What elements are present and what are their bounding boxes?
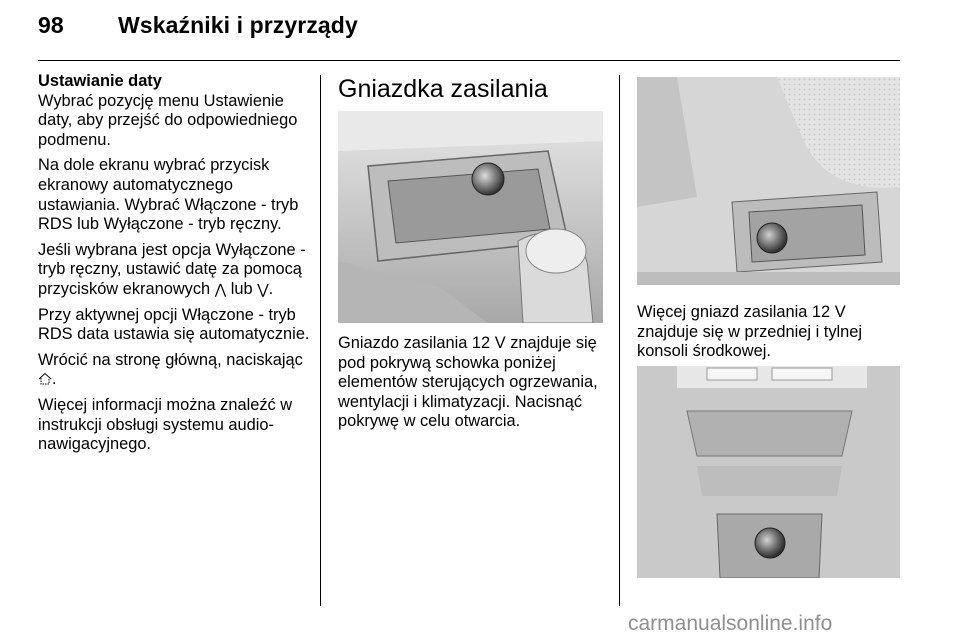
header-rule [38, 60, 900, 61]
section-title: Gniazdka zasilania [338, 75, 548, 103]
column-divider-1 [320, 75, 321, 606]
column-3 [637, 303, 905, 368]
paragraph-return-home [38, 351, 318, 390]
column-1 [38, 72, 318, 461]
up-arrow-icon: ⋀ [214, 280, 227, 297]
column-divider-2 [619, 75, 620, 606]
column-2 [338, 334, 603, 438]
paragraph-front-outlet: Gniazdo zasilania 12 V znajduje się pod pokrywą schowka poniżej elementów sterujących ogrzewania, wentylacji i klimatyzacji. Nacisnąć pokrywę w celu otwarcia. [338, 334, 598, 431]
paragraph-auto-setting: Na dole ekranu wybrać przycisk ekranowy automatycznego ustawiania. Wybrać Włączone - tryb RDS lub Wyłączone - tryb ręczny. [38, 156, 299, 234]
paragraph-select-menu: Wybrać pozycję menu Ustawienie daty, aby przejść do odpowiedniego podmenu. [38, 91, 298, 149]
watermark: carmanualsonline.info [628, 612, 833, 635]
paragraph-more-info: Więcej informacji można znaleźć w instrukcji obsługi systemu audio-nawigacyjnego. [38, 395, 293, 454]
down-arrow-icon: ⋁ [257, 280, 269, 297]
paragraph-additional-outlets: Więcej gniazd zasilania 12 V znajduje się w przedniej i tylnej konsoli środkowej. [637, 303, 863, 361]
paragraph-rds-auto: Przy aktywnej opcji Włączone - tryb RDS data ustawia się automatycznie. [38, 305, 310, 344]
return-home-period: . [52, 370, 57, 389]
manual-mode-or: lub [226, 279, 258, 298]
page-number: 98 [38, 12, 64, 38]
return-home-text: Wrócić na stronę główną, naciskając [38, 350, 303, 369]
manual-mode-text: Jeśli wybrana jest opcja Wyłączone - tryb ręczny, ustawić datę za pomocą przycisków ekranowych [38, 240, 306, 298]
paragraph-manual-mode [38, 241, 318, 300]
center-console-outlet-photo [637, 77, 900, 285]
rear-console-outlet-photo [637, 366, 900, 578]
front-power-outlet-photo [338, 111, 603, 323]
home-icon [38, 370, 52, 388]
manual-mode-period: . [268, 279, 274, 298]
chapter-title: Wskaźniki i przyrządy [118, 12, 358, 38]
date-setting-subheading: Ustawianie daty [38, 72, 162, 90]
